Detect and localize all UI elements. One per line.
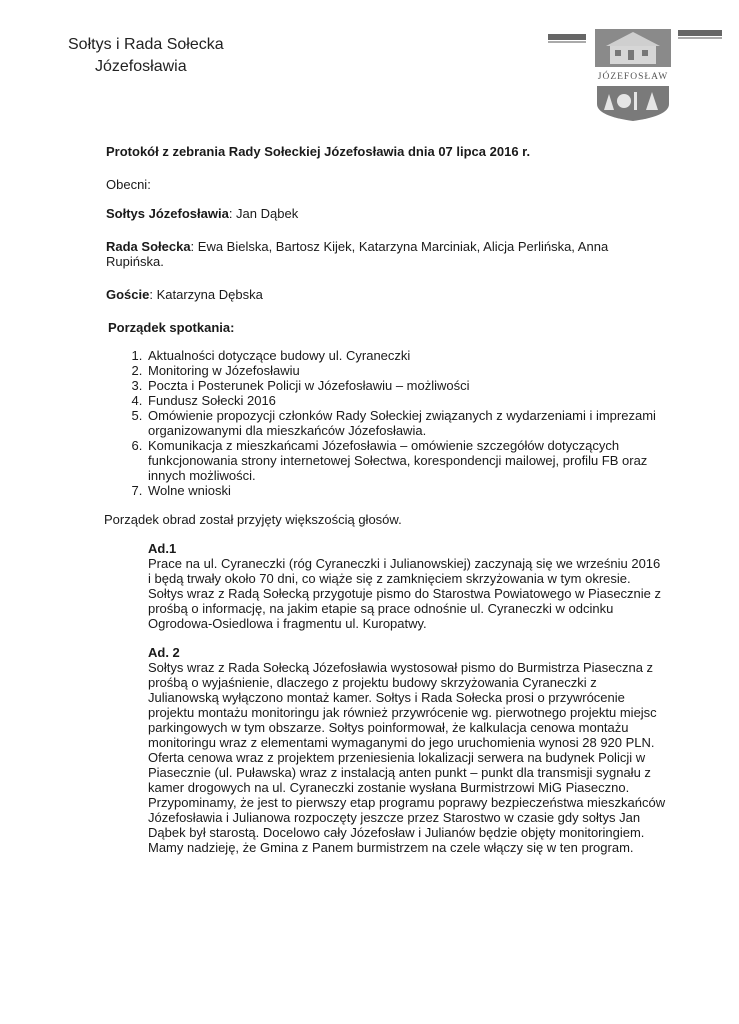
agenda-item: 3. Poczta i Posterunek Policji w Józefosławiu – możliwości [146,378,666,393]
rada-label: Rada Sołecka [106,239,191,254]
agenda-item: 7. Wolne wnioski [146,483,666,498]
guests-label: Goście [106,287,150,302]
logo-text: JÓZEFOSŁAW [597,72,669,82]
soltys-label: Sołtys Józefosławia [106,206,229,221]
document-title: Protokół z zebrania Rady Sołeckiej Józefosławia dnia 07 lipca 2016 r. [106,144,531,159]
guests-names: : Katarzyna Dębska [149,287,263,302]
rada-members: : Ewa Bielska, Bartosz Kijek, Katarzyna Marciniak, Alicja Perlińska, Anna Rupińska. [106,239,609,269]
agenda-item: 4. Fundusz Sołecki 2016 [146,393,666,408]
agenda-accepted-note: Porządek obrad został przyjęty większością głosów. [104,512,402,527]
agenda-item: 5. Omówienie propozycji członków Rady Sołeckiej związanych z wydarzeniami i imprezami organizowanymi dla mieszkańców Józefosławia. [146,408,666,438]
agenda-item: 1. Aktualności dotyczące budowy ul. Cyraneczki [146,348,666,363]
ad2-paragraph-1: Sołtys wraz z Rada Sołecką Józefosławia wystosował pismo do Burmistrza Piaseczna z prośbą o wyjaśnienie, dlaczego z projektu budowy skrzyżowania Cyraneczki z Julianowską wyłączono montaż kamer. Sołtys i Rada Sołecka prosi o przywrócenie projektu montażu monitoringu jak również przywrócenie wg. pierwotnego projektu miejsc parkingowych w tym obszarze. Sołtys poinformował, że kalkulacja cenowa montażu monitoringu wraz z elementami wymaganymi do jego uruchomienia wynosi 28 920 PLN. Oferta cenowa wraz z projektem przeniesienia lokalizacji serwera na budynek Policji w Piasecznie (ul. Puławska) wraz z instalacją anten punkt – punkt dla transmisji sygnału z kamer drogowych na ul. Cyraneczki zostanie wysłana Burmistrzowi MiG Piaseczno. Przypominamy, że jest to pierwszy etap programu poprawy bezpieczeństwa mieszkańców Józefosławia i Julianowa rozpoczęty jeszcze przez Starostwo w czasie gdy sołtys Jan Dąbek był starostą. Docelowo cały Józefosław i Julianów będzie objęty monitoringiem. Mamy nadzieję, że Gmina z Panem burmistrzem na czele włączy się w ten program. [148,660,666,855]
ad1-heading: Ad.1 [148,541,177,556]
soltys-name: : Jan Dąbek [228,206,299,221]
guests-line [106,287,666,302]
rada-line [106,239,666,269]
org-name-line1: Sołtys i Rada Sołecka [68,36,224,53]
ad2-heading: Ad. 2 [148,645,180,660]
soltys-line [106,206,666,221]
agenda-heading: Porządek spotkania: [108,320,235,335]
ad1-paragraph-2: Sołtys wraz z Radą Sołecką przygotuje pismo do Starostwa Powiatowego w Piasecznie z prośbą o informację, na jakim etapie są prace odnośnie ul. Cyraneczki w odcinku Ogrodowa-Osiedlowa i fragmentu ul. Kuropatwy. [148,586,662,631]
ad1-paragraph-1: Prace na ul. Cyraneczki (róg Cyraneczki i Julianowskiej) zaczynają się we wrześniu 2016 i będą trwały około 70 dni, co wiąże się z zamknięciem skrzyżowania w tym okresie. [148,556,661,586]
org-name-line2: Józefosławia [95,58,187,75]
organization-header [68,34,224,78]
village-emblem-logo [548,24,722,124]
present-label: Obecni: [106,177,151,192]
ad1-section [148,541,666,631]
agenda-item: 6. Komunikacja z mieszkańcami Józefosławia – omówienie szczegółów dotyczących funkcjonowania strony internetowej Sołectwa, korespondencji mailowej, profilu FB oraz innych możliwości. [146,438,666,483]
agenda-item: 2. Monitoring w Józefosławiu [146,363,666,378]
protocol-document [106,144,666,855]
ad2-section [148,645,666,855]
agenda-list [106,348,666,498]
